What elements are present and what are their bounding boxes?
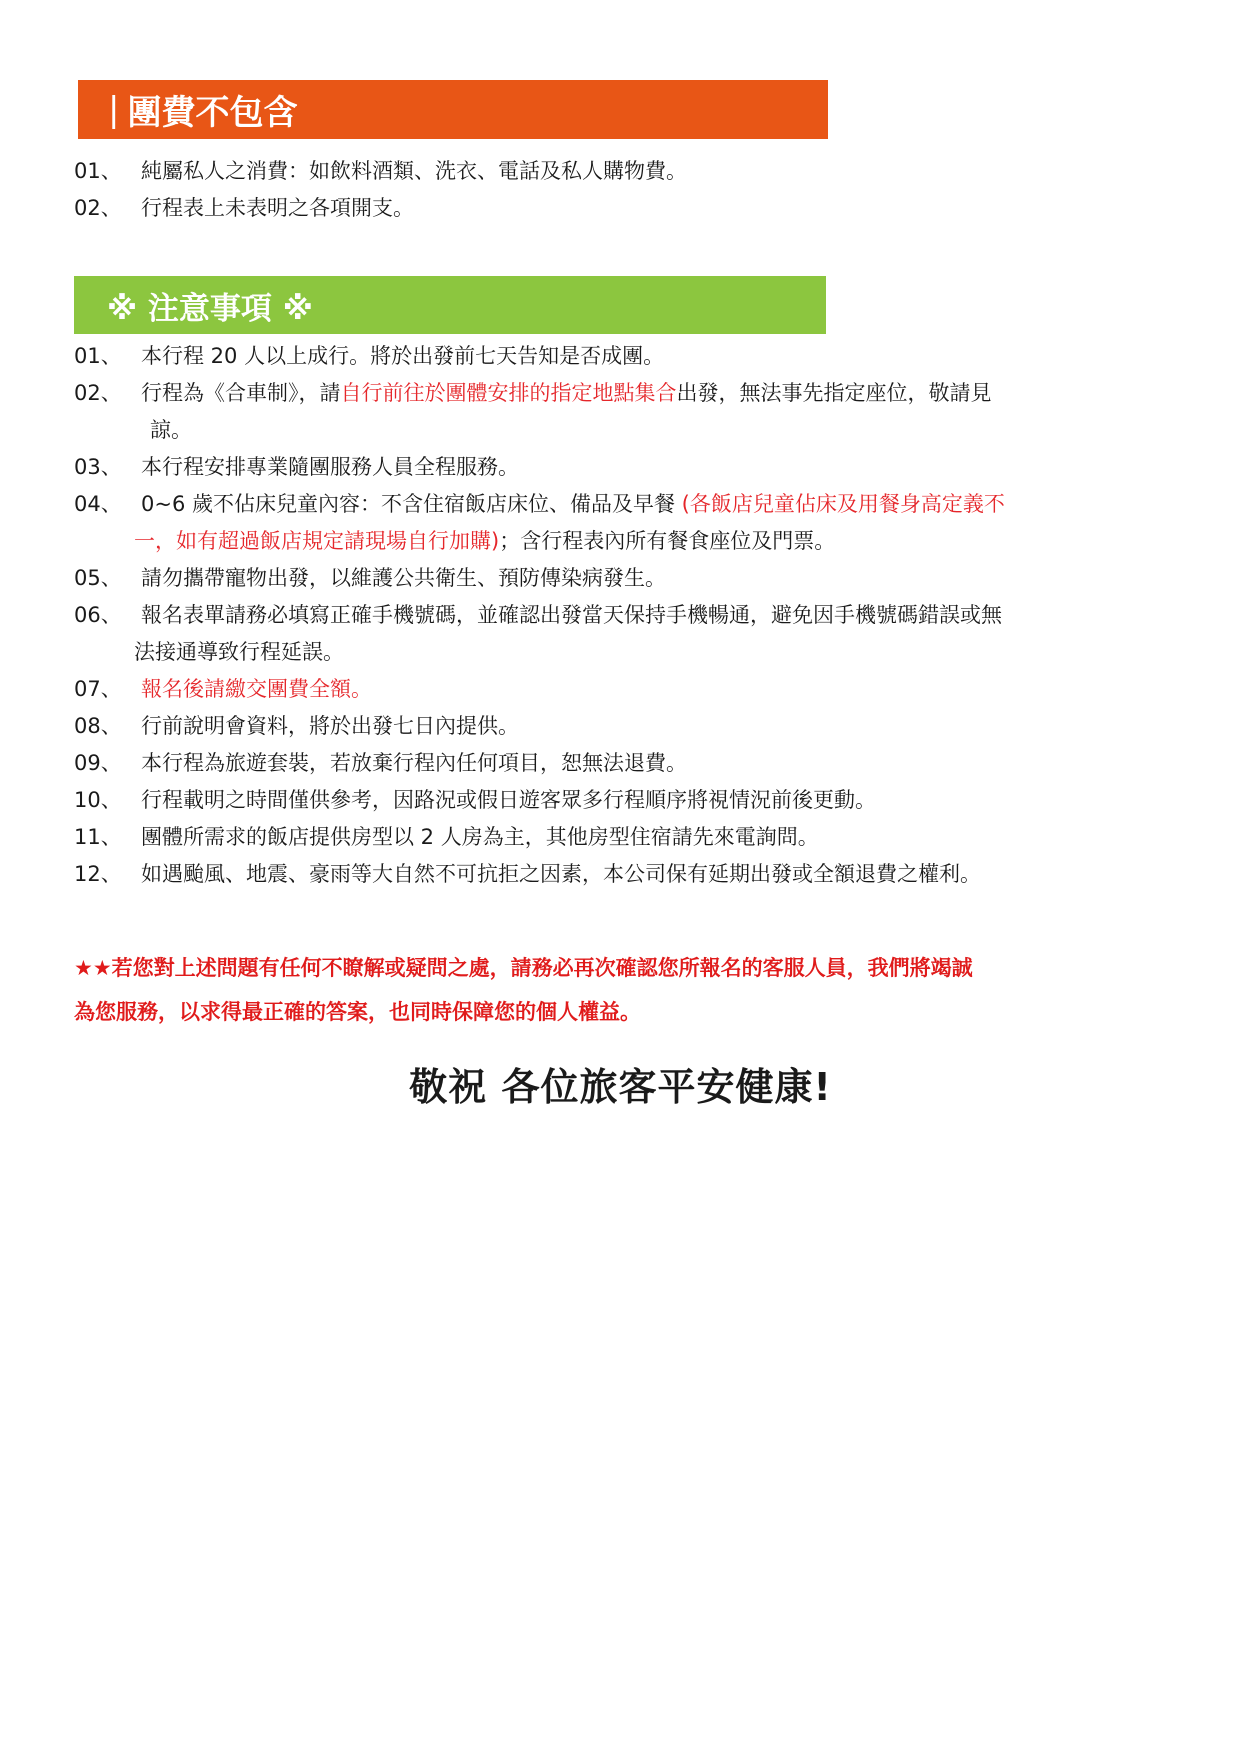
list-item: 08、 行前說明會資料，將於出發七日內提供。 [74,714,519,738]
list-item: 06、 報名表單請務必填寫正確手機號碼，並確認出發當天保持手機暢通，避免因手機號碼錯誤或無 法接通導致行程延誤。 [74,603,1002,664]
header-bar: | [108,89,120,130]
highlight-text: 報名後請繳交團費全額。 [141,677,372,701]
list-item: 12、 如遇颱風、地震、豪雨等大自然不可抗拒之因素，本公司保有延期出發或全額退費之權利。 [74,862,981,886]
notice-section-title: ※ 注意事項 ※ [107,290,313,327]
highlight-text: (各飯店兒童佔床及用餐身高定義不 [681,492,1005,516]
notice-list [74,338,1005,893]
excluded-section-header [78,80,828,139]
list-item: 03、 本行程安排專業隨團服務人員全程服務。 [74,455,519,479]
highlight-text: 一，如有超過飯店規定請現場自行加購) [134,529,500,553]
list-item: 02、 行程為《合車制》，請自行前往於團體安排的指定地點集合出發，無法事先指定座位，敬請見 諒。 [74,381,992,442]
list-item: 01、 純屬私人之消費：如飲料酒類、洗衣、電話及私人購物費。 [74,159,687,183]
highlight-text: 自行前往於團體安排的指定地點集合 [340,381,677,405]
list-item: 09、 本行程為旅遊套裝，若放棄行程內任何項目，恕無法退費。 [74,751,687,775]
list-item: 11、 團體所需求的飯店提供房型以 2 人房為主，其他房型住宿請先來電詢問。 [74,825,819,849]
list-item: 10、 行程載明之時間僅供參考，因路況或假日遊客眾多行程順序將視情況前後更動。 [74,788,876,812]
customer-service-note: ★★若您對上述問題有任何不瞭解或疑問之處，請務必再次確認您所報名的客服人員，我們將竭誠 為您服務，以求得最正確的答案，也同時保障您的個人權益。 [74,956,973,1024]
list-item: 05、 請勿攜帶寵物出發，以維護公共衛生、預防傳染病發生。 [74,566,666,590]
list-item: 07、 報名後請繳交團費全額。 [74,671,1005,708]
excluded-section-title: 團費不包含 [127,93,298,133]
closing-greeting: 敬祝 各位旅客平安健康! [409,1065,832,1109]
list-item: 01、 本行程 20 人以上成行。將於出發前七天告知是否成團。 [74,344,665,368]
list-item: 04、 0~6 歲不佔床兒童內容：不含住宿飯店床位、備品及早餐 (各飯店兒童佔床及用餐身高定義不 一，如有超過飯店規定請現場自行加購)；含行程表內所有餐食座位及門票。 [74,492,1005,553]
notice-section-header [74,276,826,334]
excluded-list [74,153,687,227]
list-item: 02、 行程表上未表明之各項開支。 [74,196,414,220]
